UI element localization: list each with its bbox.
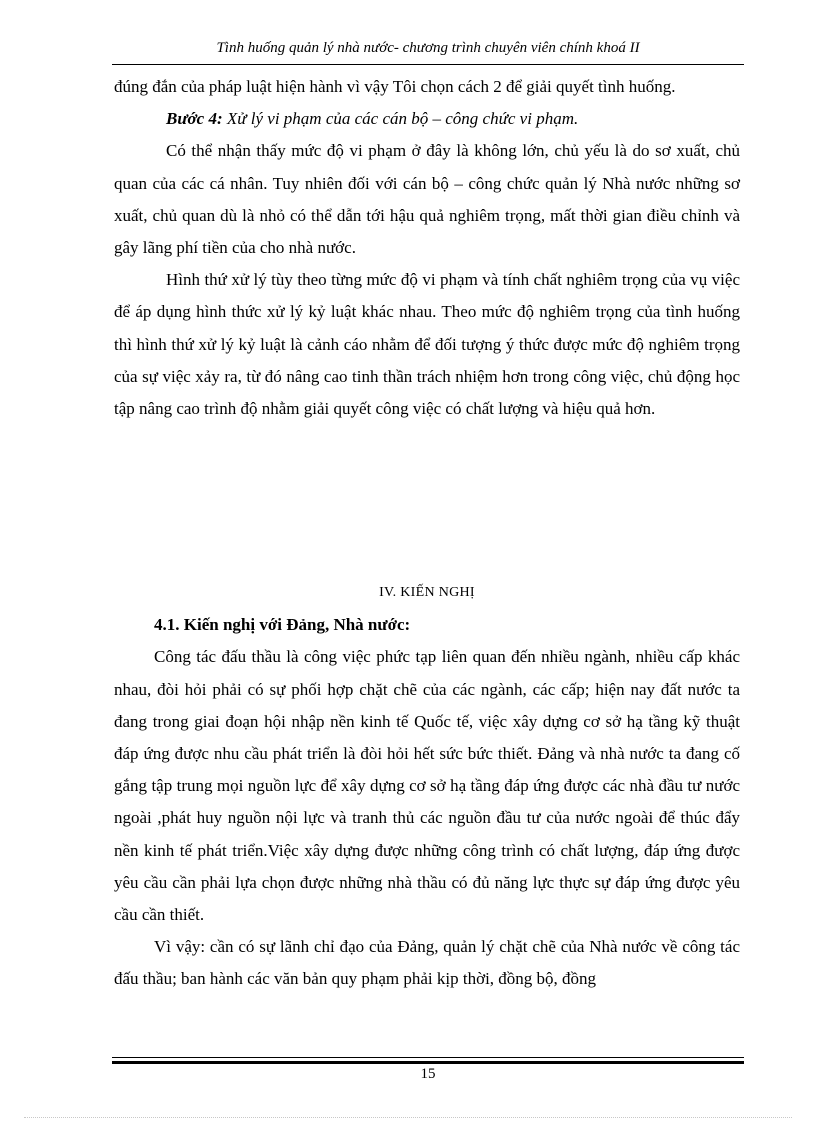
paragraph-disciplinary-form: Hình thứ xử lý tùy theo từng mức độ vi phạm và tính chất nghiêm trọng của vụ việc để áp dụng hình thức xử lý kỷ luật khác nhau. Theo mức độ nghiêm trọng của tình huống thì hình thứ xử lý kỷ luật là cảnh cáo nhằm để đối tượng ý thức được mức độ nghiêm trọng của sự việc xảy ra, từ đó nâng cao tinh thần trách nhiệm hơn trong công việc, chủ động học tập nâng cao trình độ nhằm giải quyết công việc có chất lượng và hiệu quả hơn. (114, 270, 740, 419)
subsection-heading: 4.1. Kiến nghị với Đảng, Nhà nước: (154, 615, 411, 635)
header-rule (112, 64, 744, 65)
running-header: Tình huống quản lý nhà nước- chương trình chuyên viên chính khoá II (216, 40, 640, 56)
step-4-heading (114, 103, 740, 135)
page-number: 15 (420, 1066, 436, 1082)
section-heading: IV. KIẾN NGHỊ (379, 585, 475, 600)
footer-rule-thick (112, 1061, 744, 1064)
paragraph-continuation: đúng đắn của pháp luật hiện hành vì vậy Tôi chọn cách 2 để giải quyết tình huống. (114, 77, 676, 96)
body-top (114, 71, 740, 425)
paragraph-violation-level: Có thể nhận thấy mức độ vi phạm ở đây là không lớn, chủ yếu là do sơ xuất, chủ quan của các cá nhân. Tuy nhiên đối với cán bộ – công chức quản lý Nhà nước những sơ xuất, chủ quan dù là nhỏ có thể dẫn tới hậu quả nghiêm trọng, mất thời gian điều chỉnh và gây lãng phí tiền của cho nhà nước. (114, 141, 740, 258)
page-break-line (24, 1117, 792, 1118)
paragraph-bidding: Công tác đấu thầu là công việc phức tạp liên quan đến nhiều ngành, nhiều cấp khác nhau, đòi hỏi phải có sự phối hợp chặt chẽ của các ngành, các cấp; hiện nay đất nước ta đang trong giai đoạn hội nhập nền kinh tế Quốc tế, việc xây dựng cơ sở hạ tầng kỹ thuật đáp ứng được nhu cầu phát triển là đòi hỏi hết sức bức thiết. Đảng và nhà nước ta đang cố gắng tập trung mọi nguồn lực để xây dựng cơ sở hạ tầng đáp ứng được các nhà đầu tư nước ngoài ,phát huy nguồn nội lực và tranh thủ các nguồn đầu tư của nước ngoài để thúc đẩy nền kinh tế phát triển.Việc xây dựng được những công trình có chất lượng, đáp ứng được yêu cầu cần phải lựa chọn được những nhà thầu có đủ năng lực thực sự đáp ứng được yêu cầu cần thiết. (114, 647, 740, 925)
body-section-iv (114, 577, 740, 996)
step-4-title: Xử lý vi phạm của các cán bộ – công chức vi phạm. (222, 109, 579, 129)
step-4-label: Bước 4: (166, 109, 223, 129)
footer-rule-thin (112, 1057, 744, 1058)
paragraph-recommendation: Vì vậy: cần có sự lãnh chỉ đạo của Đảng, quản lý chặt chẽ của Nhà nước về công tác đấu thầu; ban hành các văn bản quy phạm phải kịp thời, đồng bộ, đồng (114, 937, 740, 989)
